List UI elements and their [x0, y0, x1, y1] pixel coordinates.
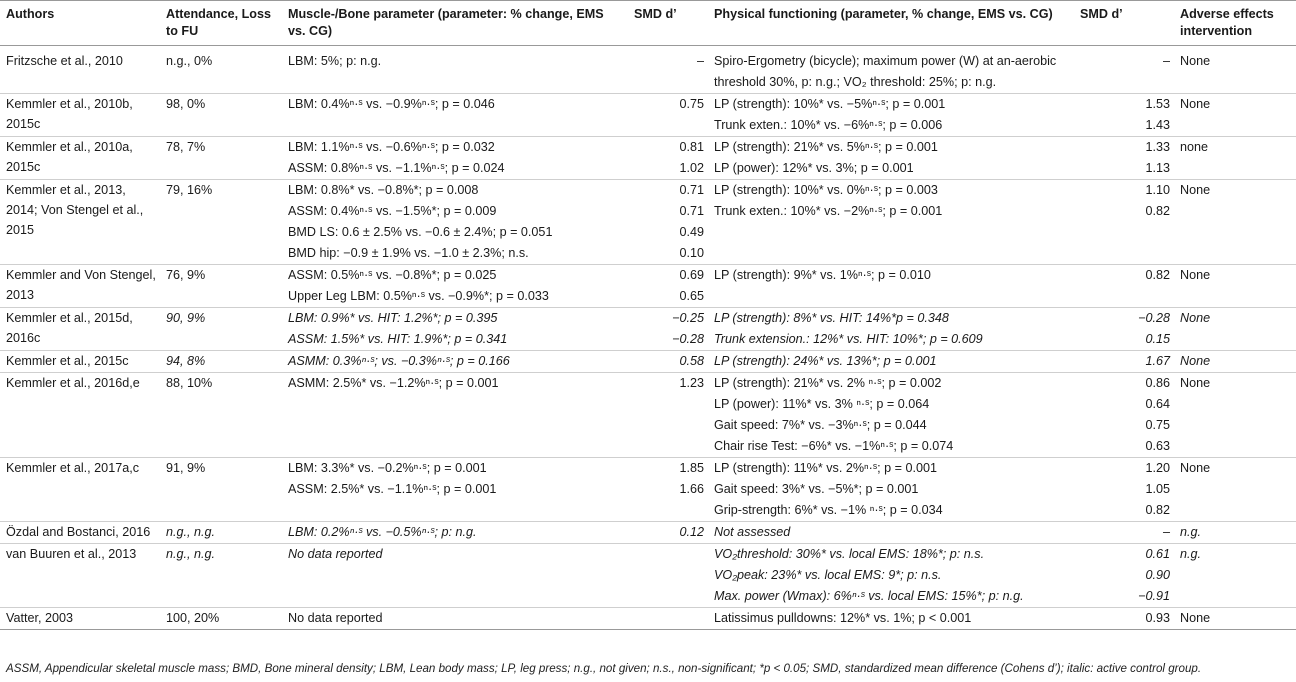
cell-physical-functioning-line: LP (strength): 21%* vs. 2% ⁿ·ˢ; p = 0.002 [714, 376, 942, 390]
cell-smd-physical-line: 0.63 [1145, 439, 1170, 453]
cell-smd-muscle [628, 458, 708, 522]
header-adverse-effects: Adverse effects intervention [1174, 1, 1296, 46]
cell-smd-physical-line: 1.13 [1145, 161, 1170, 175]
cell-physical-functioning [708, 265, 1074, 308]
cell-smd-physical-line: 0.82 [1145, 268, 1170, 282]
cell-muscle-bone-line: No data reported [288, 611, 383, 625]
header-row [0, 1, 1296, 46]
cell-muscle-bone-line: ASMM: 0.3%ⁿ·ˢ; vs. −0.3%ⁿ·ˢ; p = 0.166 [288, 354, 510, 368]
cell-physical-functioning-line: LP (strength): 9%* vs. 1%ⁿ·ˢ; p = 0.010 [714, 268, 931, 282]
table-row [0, 137, 1296, 180]
cell-smd-physical-line: 0.82 [1145, 503, 1170, 517]
cell-physical-functioning-line: LP (strength): 21%* vs. 5%ⁿ·ˢ; p = 0.001 [714, 140, 938, 154]
cell-smd-physical-line: 0.64 [1145, 397, 1170, 411]
cell-adverse-effects: none [1174, 137, 1296, 180]
cell-smd-muscle-line: 0.58 [679, 354, 704, 368]
cell-adverse-effects: None [1174, 608, 1296, 630]
cell-smd-muscle-line [634, 608, 704, 629]
cell-muscle-bone-line: ASSM: 0.8%ⁿ·ˢ vs. −1.1%ⁿ·ˢ; p = 0.024 [288, 161, 505, 175]
cell-smd-physical-line: 0.15 [1145, 332, 1170, 346]
cell-smd-muscle-line: 1.23 [679, 376, 704, 390]
cell-adverse-effects: n.g. [1174, 544, 1296, 608]
cell-smd-muscle-line: 0.75 [679, 97, 704, 111]
cell-smd-muscle-line: 1.02 [679, 161, 704, 175]
cell-muscle-bone-line: ASMM: 2.5%* vs. −1.2%ⁿ·ˢ; p = 0.001 [288, 376, 499, 390]
cell-authors: Fritzsche et al., 2010 [0, 46, 160, 94]
cell-physical-functioning-line: LP (strength): 8%* vs. HIT: 14%*p = 0.348 [714, 311, 949, 325]
cell-smd-physical [1074, 522, 1174, 544]
cell-muscle-bone-line: LBM: 1.1%ⁿ·ˢ vs. −0.6%ⁿ·ˢ; p = 0.032 [288, 140, 495, 154]
cell-muscle-bone [282, 522, 628, 544]
cell-physical-functioning [708, 308, 1074, 351]
table-row [0, 458, 1296, 522]
header-muscle-bone: Muscle-/Bone parameter (parameter: % change, EMS vs. CG) [282, 1, 628, 46]
cell-muscle-bone-line: No data reported [288, 547, 383, 561]
cell-physical-functioning-line: Max. power (Wmax): 6%ⁿ·ˢ vs. local EMS: 15%*; p: n.g. [714, 589, 1024, 603]
cell-muscle-bone-line: LBM: 5%; p: n.g. [288, 54, 382, 68]
cell-adverse-effects: None [1174, 458, 1296, 522]
cell-physical-functioning [708, 137, 1074, 180]
cell-smd-physical [1074, 308, 1174, 351]
cell-smd-physical [1074, 94, 1174, 137]
cell-smd-muscle [628, 46, 708, 94]
cell-muscle-bone-line: BMD LS: 0.6 ± 2.5% vs. −0.6 ± 2.4%; p = 0.051 [288, 225, 553, 239]
cell-smd-physical [1074, 265, 1174, 308]
cell-smd-physical-line: 1.53 [1145, 97, 1170, 111]
cell-muscle-bone [282, 458, 628, 522]
cell-physical-functioning-line: Spiro-Ergometry (bicycle); maximum power (W) at an-aerobic [714, 54, 1057, 68]
cell-authors: Kemmler et al., 2010a, 2015c [0, 137, 160, 180]
table-row [0, 180, 1296, 265]
cell-physical-functioning [708, 46, 1074, 94]
cell-smd-physical-line: 0.90 [1145, 568, 1170, 582]
cell-muscle-bone [282, 46, 628, 94]
cell-smd-muscle-line: 0.69 [679, 268, 704, 282]
cell-muscle-bone-line: LBM: 0.8%* vs. −0.8%*; p = 0.008 [288, 183, 479, 197]
cell-smd-physical [1074, 608, 1174, 630]
cell-smd-muscle-line: 0.12 [679, 525, 704, 539]
cell-adverse-effects: None [1174, 94, 1296, 137]
cell-smd-muscle-line: 0.49 [679, 225, 704, 239]
cell-muscle-bone-line: BMD hip: −0.9 ± 1.9% vs. −1.0 ± 2.3%; n.s. [288, 246, 529, 260]
cell-smd-physical [1074, 544, 1174, 608]
cell-smd-muscle [628, 180, 708, 265]
cell-muscle-bone-line: ASSM: 0.5%ⁿ·ˢ vs. −0.8%*; p = 0.025 [288, 268, 497, 282]
cell-smd-muscle [628, 351, 708, 373]
table-row [0, 46, 1296, 94]
cell-muscle-bone [282, 308, 628, 351]
cell-authors: Kemmler et al., 2017a,c [0, 458, 160, 522]
cell-muscle-bone-line: ASSM: 0.4%ⁿ·ˢ vs. −1.5%*; p = 0.009 [288, 204, 497, 218]
cell-smd-muscle-line: 0.71 [679, 204, 704, 218]
cell-smd-muscle [628, 94, 708, 137]
cell-authors: Kemmler et al., 2015d, 2016c [0, 308, 160, 351]
header-attendance: Attendance, Loss to FU [160, 1, 282, 46]
cell-attendance: 100, 20% [160, 608, 282, 630]
cell-attendance: 98, 0% [160, 94, 282, 137]
cell-smd-muscle [628, 608, 708, 630]
cell-physical-functioning-line: Gait speed: 7%* vs. −3%ⁿ·ˢ; p = 0.044 [714, 418, 927, 432]
cell-authors: Kemmler et al., 2016d,e [0, 373, 160, 458]
cell-smd-physical [1074, 351, 1174, 373]
cell-muscle-bone-line: LBM: 0.9%* vs. HIT: 1.2%*; p = 0.395 [288, 311, 498, 325]
cell-smd-physical-line: −0.28 [1138, 311, 1170, 325]
cell-attendance: n.g., 0% [160, 46, 282, 94]
cell-attendance: n.g., n.g. [160, 544, 282, 608]
cell-physical-functioning [708, 544, 1074, 608]
cell-attendance: 90, 9% [160, 308, 282, 351]
cell-physical-functioning-line: Trunk exten.: 10%* vs. −6%ⁿ·ˢ; p = 0.006 [714, 118, 943, 132]
cell-physical-functioning-line: Chair rise Test: −6%* vs. −1%ⁿ·ˢ; p = 0.074 [714, 439, 954, 453]
cell-physical-functioning-line: threshold 30%, p: n.g.; VO₂ threshold: 25%; p: n.g. [714, 75, 997, 89]
cell-smd-physical-line: 1.20 [1145, 461, 1170, 475]
table-row [0, 522, 1296, 544]
cell-adverse-effects: None [1174, 308, 1296, 351]
cell-smd-physical-line: 0.75 [1145, 418, 1170, 432]
cell-physical-functioning-line: Trunk exten.: 10%* vs. −2%ⁿ·ˢ; p = 0.001 [714, 204, 943, 218]
cell-smd-physical-line: – [1162, 54, 1170, 68]
header-physical-functioning: Physical functioning (parameter, % change, EMS vs. CG) [708, 1, 1074, 46]
cell-muscle-bone [282, 137, 628, 180]
table-row [0, 94, 1296, 137]
cell-smd-physical-line: 1.10 [1145, 183, 1170, 197]
cell-physical-functioning-line: LP (power): 11%* vs. 3% ⁿ·ˢ; p = 0.064 [714, 397, 930, 411]
cell-authors: Kemmler et al., 2015c [0, 351, 160, 373]
cell-smd-physical-line: −0.91 [1138, 589, 1170, 603]
cell-adverse-effects: None [1174, 180, 1296, 265]
cell-physical-functioning [708, 608, 1074, 630]
cell-physical-functioning-line: LP (strength): 11%* vs. 2%ⁿ·ˢ; p = 0.001 [714, 461, 937, 475]
cell-authors: Vatter, 2003 [0, 608, 160, 630]
cell-physical-functioning-line: LP (strength): 24%* vs. 13%*; p = 0.001 [714, 354, 937, 368]
cell-physical-functioning-line: Latissimus pulldowns: 12%* vs. 1%; p < 0.001 [714, 611, 972, 625]
cell-muscle-bone [282, 265, 628, 308]
cell-smd-muscle-line: −0.28 [672, 332, 704, 346]
cell-muscle-bone-line: LBM: 0.2%ⁿ·ˢ vs. −0.5%ⁿ·ˢ; p: n.g. [288, 525, 477, 539]
cell-smd-physical-line: 0.61 [1145, 547, 1170, 561]
cell-attendance: 94, 8% [160, 351, 282, 373]
cell-smd-muscle-line: 1.66 [679, 482, 704, 496]
cell-smd-physical [1074, 46, 1174, 94]
cell-attendance: 91, 9% [160, 458, 282, 522]
cell-smd-physical [1074, 373, 1174, 458]
cell-smd-muscle [628, 544, 708, 608]
header-smd-physical: SMD d’ [1074, 1, 1174, 46]
cell-smd-muscle-line: – [696, 54, 704, 68]
table-row [0, 351, 1296, 373]
cell-authors: Kemmler et al., 2010b, 2015c [0, 94, 160, 137]
cell-smd-muscle-line: −0.25 [672, 311, 704, 325]
cell-physical-functioning [708, 180, 1074, 265]
table-row [0, 265, 1296, 308]
cell-attendance: 76, 9% [160, 265, 282, 308]
cell-smd-physical-line: 0.86 [1145, 376, 1170, 390]
header-authors: Authors [0, 1, 160, 46]
cell-authors: van Buuren et al., 2013 [0, 544, 160, 608]
table-row [0, 544, 1296, 608]
cell-muscle-bone-line: ASSM: 2.5%* vs. −1.1%ⁿ·ˢ; p = 0.001 [288, 482, 497, 496]
cell-physical-functioning [708, 373, 1074, 458]
cell-muscle-bone-line: Upper Leg LBM: 0.5%ⁿ·ˢ vs. −0.9%*; p = 0.033 [288, 289, 549, 303]
cell-physical-functioning [708, 522, 1074, 544]
cell-smd-muscle [628, 522, 708, 544]
cell-smd-muscle [628, 308, 708, 351]
table-row [0, 608, 1296, 630]
cell-muscle-bone-line: ASSM: 1.5%* vs. HIT: 1.9%*; p = 0.341 [288, 332, 508, 346]
cell-physical-functioning-line: LP (strength): 10%* vs. −5%ⁿ·ˢ; p = 0.001 [714, 97, 946, 111]
cell-muscle-bone [282, 180, 628, 265]
cell-smd-muscle [628, 265, 708, 308]
cell-muscle-bone [282, 351, 628, 373]
cell-adverse-effects: None [1174, 46, 1296, 94]
cell-authors: Kemmler et al., 2013, 2014; Von Stengel et al., 2015 [0, 180, 160, 265]
cell-physical-functioning [708, 351, 1074, 373]
cell-smd-physical [1074, 458, 1174, 522]
cell-smd-physical-line: 1.43 [1145, 118, 1170, 132]
cell-muscle-bone-line: LBM: 0.4%ⁿ·ˢ vs. −0.9%ⁿ·ˢ; p = 0.046 [288, 97, 495, 111]
cell-adverse-effects: None [1174, 351, 1296, 373]
cell-physical-functioning-line: VO₂threshold: 30%* vs. local EMS: 18%*; p: n.s. [714, 547, 985, 561]
cell-smd-muscle-line: 0.81 [679, 140, 704, 154]
cell-smd-physical [1074, 137, 1174, 180]
table-row [0, 373, 1296, 458]
cell-smd-physical-line: 0.82 [1145, 204, 1170, 218]
cell-authors: Özdal and Bostanci, 2016 [0, 522, 160, 544]
cell-muscle-bone [282, 608, 628, 630]
table-body [0, 46, 1296, 630]
cell-smd-physical-line: 1.67 [1145, 354, 1170, 368]
table-row [0, 308, 1296, 351]
cell-smd-physical-line: 1.05 [1145, 482, 1170, 496]
cell-physical-functioning-line: LP (power): 12%* vs. 3%; p = 0.001 [714, 161, 914, 175]
cell-muscle-bone [282, 94, 628, 137]
cell-physical-functioning-line: LP (strength): 10%* vs. 0%ⁿ·ˢ; p = 0.003 [714, 183, 938, 197]
cell-physical-functioning [708, 458, 1074, 522]
cell-attendance: 79, 16% [160, 180, 282, 265]
cell-smd-muscle-line: 0.71 [679, 183, 704, 197]
cell-physical-functioning-line: VO₂peak: 23%* vs. local EMS: 9*; p: n.s. [714, 568, 942, 582]
cell-smd-muscle-line: 0.65 [679, 289, 704, 303]
cell-muscle-bone [282, 544, 628, 608]
cell-smd-physical-line: 0.93 [1145, 611, 1170, 625]
cell-muscle-bone [282, 373, 628, 458]
cell-smd-muscle-line [634, 544, 704, 565]
cell-attendance: n.g., n.g. [160, 522, 282, 544]
cell-physical-functioning-line: Gait speed: 3%* vs. −5%*; p = 0.001 [714, 482, 919, 496]
cell-physical-functioning-line: Trunk extension.: 12%* vs. HIT: 10%*; p = 0.609 [714, 332, 983, 346]
cell-smd-physical [1074, 180, 1174, 265]
cell-smd-muscle [628, 373, 708, 458]
table-footnote: ASSM, Appendicular skeletal muscle mass; BMD, Bone mineral density; LBM, Lean body mass; LP, leg press; n.g., not given; n.s., non-significant; *p < 0.05; SMD, standardized mean difference (Cohens d’); italic: active control group. [6, 662, 1202, 675]
cell-smd-muscle-line: 0.10 [679, 246, 704, 260]
cell-attendance: 78, 7% [160, 137, 282, 180]
cell-attendance: 88, 10% [160, 373, 282, 458]
cell-smd-physical-line: 1.33 [1145, 140, 1170, 154]
cell-adverse-effects: n.g. [1174, 522, 1296, 544]
cell-physical-functioning-line: Not assessed [714, 525, 791, 539]
cell-adverse-effects: None [1174, 265, 1296, 308]
cell-physical-functioning [708, 94, 1074, 137]
cell-authors: Kemmler and Von Stengel, 2013 [0, 265, 160, 308]
header-smd-muscle: SMD d’ [628, 1, 708, 46]
cell-smd-muscle [628, 137, 708, 180]
cell-physical-functioning-line: Grip-strength: 6%* vs. −1% ⁿ·ˢ; p = 0.034 [714, 503, 943, 517]
cell-adverse-effects: None [1174, 373, 1296, 458]
cell-muscle-bone-line: LBM: 3.3%* vs. −0.2%ⁿ·ˢ; p = 0.001 [288, 461, 487, 475]
cell-smd-muscle-line: 1.85 [679, 461, 704, 475]
cell-smd-physical-line: – [1162, 525, 1170, 539]
